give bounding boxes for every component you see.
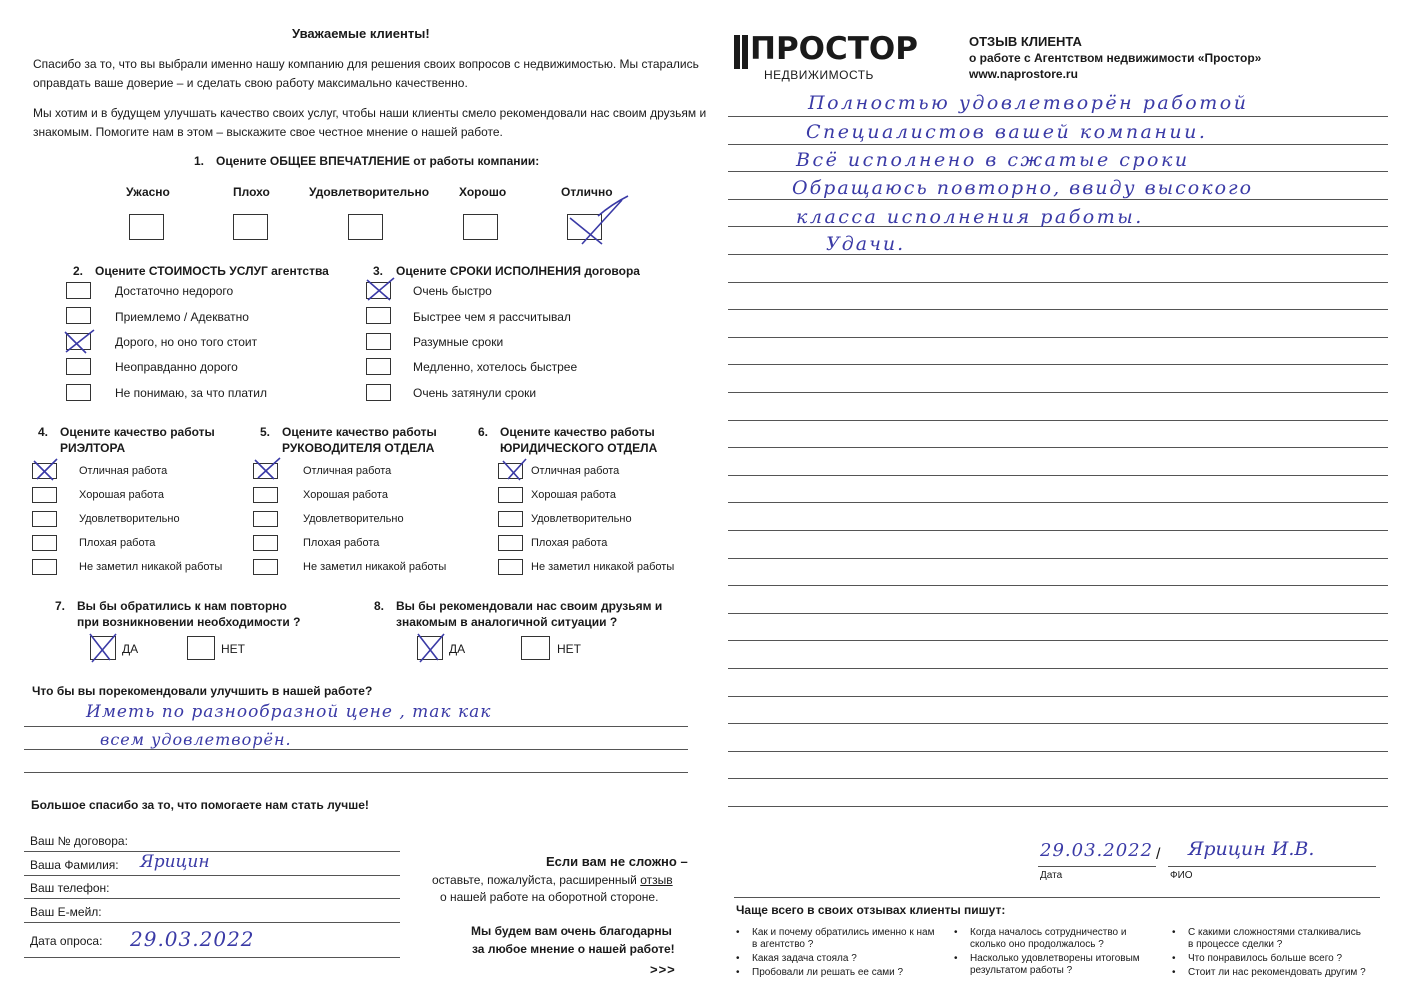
q6-check-mark <box>500 457 530 483</box>
q1-option-label: Плохо <box>233 185 270 199</box>
q1-checkbox-bad[interactable] <box>233 214 268 240</box>
q8-no-label: НЕТ <box>557 642 581 656</box>
q4-option: Не заметил никакой работы <box>79 561 223 573</box>
intro-line: Мы хотим и в будущем улучшать качество своих услуг, чтобы наши клиенты смело рекомендовали нас своим друзьям и <box>33 106 707 120</box>
q7-no-label: НЕТ <box>221 642 245 656</box>
q8-yes-label: ДА <box>449 642 466 656</box>
surname-label: Ваша Фамилия: <box>30 858 119 872</box>
surname-value[interactable]: Ярицин <box>140 852 210 872</box>
answer-line <box>24 749 688 750</box>
q5-option: Плохая работа <box>303 537 380 549</box>
q5-option: Удовлетворительно <box>303 513 404 525</box>
q6-checkbox[interactable] <box>498 487 523 503</box>
q7-title: Вы бы обратились к нам повторно <box>77 599 287 613</box>
q3-check-mark <box>364 276 400 304</box>
q4-option: Удовлетворительно <box>79 513 180 525</box>
review-line[interactable]: Обращаюсь повторно, ввиду высокого <box>792 177 1254 199</box>
side-note-line: Если вам не сложно – <box>546 854 688 869</box>
q1-checkbox-satisfactory[interactable] <box>348 214 383 240</box>
ruled-line <box>728 475 1388 476</box>
q6-option: Хорошая работа <box>531 489 616 501</box>
footer-item: Когда началось сотрудничество и сколько оно продолжалось ? <box>970 927 1127 950</box>
footer-item: Какая задача стояла ? <box>752 953 857 964</box>
bullet-icon: • <box>736 967 740 978</box>
q4-check-mark <box>31 457 61 483</box>
ruled-line <box>728 447 1388 448</box>
q4-checkbox[interactable] <box>32 535 57 551</box>
q6-checkbox[interactable] <box>498 559 523 575</box>
ruled-line <box>728 778 1388 779</box>
answer-line <box>24 772 688 773</box>
q2-checkbox[interactable] <box>66 358 91 375</box>
logo-mark-icon <box>734 35 748 71</box>
q3-checkbox[interactable] <box>366 358 391 375</box>
field-line <box>24 957 400 958</box>
ruled-line <box>728 558 1388 559</box>
q3-option: Разумные сроки <box>413 335 504 349</box>
side-note-line: оставьте, пожалуйста, расширенный отзыв <box>432 873 673 887</box>
side-note-line: о нашей работе на оборотной стороне. <box>440 890 659 904</box>
ruled-line <box>728 502 1388 503</box>
q7-no-checkbox[interactable] <box>187 636 215 660</box>
improve-answer[interactable]: всем удовлетворён. <box>100 730 292 749</box>
ruled-line <box>728 309 1388 310</box>
footer-title: Чаще всего в своих отзывах клиенты пишут: <box>736 903 1006 917</box>
q8-number: 8. <box>374 599 385 613</box>
q5-option: Хорошая работа <box>303 489 388 501</box>
field-line <box>24 875 400 876</box>
contract-label: Ваш № договора: <box>30 834 128 848</box>
date-line <box>1038 866 1156 867</box>
q1-option-label: Ужасно <box>126 185 170 199</box>
ruled-line <box>728 723 1388 724</box>
review-line[interactable]: класса исполнения работы. <box>796 206 1144 228</box>
q2-number: 2. <box>73 264 84 278</box>
footer-item: Стоит ли нас рекомендовать другим ? <box>1188 967 1366 978</box>
q3-option: Очень быстро <box>413 284 492 298</box>
page-title: Уважаемые клиенты! <box>292 26 430 41</box>
q7-check-mark <box>86 630 120 666</box>
q2-checkbox[interactable] <box>66 282 91 299</box>
intro-line: знакомым. Помогите нам в этом – выскажите свое честное мнение о нашей работе. <box>33 125 503 139</box>
q1-number: 1. <box>194 154 205 168</box>
q4-checkbox[interactable] <box>32 487 57 503</box>
q5-checkbox[interactable] <box>253 535 278 551</box>
q5-number: 5. <box>260 425 271 439</box>
q5-checkbox[interactable] <box>253 511 278 527</box>
logo-text: ПРОСТОР <box>750 31 918 67</box>
ruled-line <box>728 640 1388 641</box>
ruled-line <box>728 364 1388 365</box>
q8-title: Вы бы рекомендовали нас своим друзьям и <box>396 599 663 613</box>
q6-option: Плохая работа <box>531 537 608 549</box>
q6-option: Не заметил никакой работы <box>531 561 675 573</box>
q2-option: Неоправданно дорого <box>115 360 238 374</box>
q3-checkbox[interactable] <box>366 333 391 350</box>
review-link[interactable]: отзыв <box>640 873 673 887</box>
ruled-line <box>728 696 1388 697</box>
q8-no-checkbox[interactable] <box>521 636 550 660</box>
q5-title: Оцените качество работы <box>282 425 437 439</box>
q2-title: Оцените СТОИМОСТЬ УСЛУГ агентства <box>95 264 329 278</box>
ruled-line <box>728 751 1388 752</box>
separator: / <box>1156 846 1161 863</box>
bullet-icon: • <box>954 953 958 964</box>
footer-item: Как и почему обратились именно к нам в агентство ? <box>752 927 935 950</box>
q3-checkbox[interactable] <box>366 384 391 401</box>
q7-title: при возникновении необходимости ? <box>77 615 301 629</box>
review-date-value[interactable]: 29.03.2022 <box>1040 840 1154 861</box>
q1-title: Оцените ОБЩЕЕ ВПЕЧАТЛЕНИЕ от работы компании: <box>216 154 540 168</box>
q6-option: Отличная работа <box>531 465 620 477</box>
footer-item: Насколько удовлетворены итоговым результатом работы ? <box>970 953 1140 976</box>
ruled-line <box>728 282 1388 283</box>
ruled-line <box>728 199 1388 200</box>
ruled-line <box>728 392 1388 393</box>
intro-line: оправдать ваше доверие – и сделать свою работу максимально качественно. <box>33 76 468 90</box>
review-name-value[interactable]: Ярицин И.В. <box>1188 838 1315 860</box>
improve-question: Что бы вы порекомендовали улучшить в нашей работе? <box>32 684 373 698</box>
bullet-icon: • <box>1172 967 1176 978</box>
side-note-line: Мы будем вам очень благодарны <box>471 924 672 938</box>
logo-subtext: НЕДВИЖИМОСТЬ <box>764 68 874 82</box>
name-caption: ФИО <box>1170 870 1193 881</box>
ruled-line <box>728 585 1388 586</box>
footer-item: Пробовали ли решать ее сами ? <box>752 967 904 978</box>
footer-divider <box>734 897 1380 898</box>
q4-number: 4. <box>38 425 49 439</box>
q3-title: Оцените СРОКИ ИСПОЛНЕНИЯ договора <box>396 264 640 278</box>
ruled-line <box>728 337 1388 338</box>
q4-checkbox[interactable] <box>32 511 57 527</box>
ruled-line <box>728 530 1388 531</box>
q2-checkbox[interactable] <box>66 384 91 401</box>
q3-checkbox[interactable] <box>366 307 391 324</box>
review-line[interactable]: Всё исполнено в сжатые сроки <box>796 149 1190 171</box>
q5-option: Не заметил никакой работы <box>303 561 447 573</box>
ruled-line <box>728 613 1388 614</box>
ruled-line <box>728 171 1388 172</box>
q6-number: 6. <box>478 425 489 439</box>
date-caption: Дата <box>1040 870 1063 881</box>
ruled-line <box>728 144 1388 145</box>
q1-checkbox-good[interactable] <box>463 214 498 240</box>
email-label: Ваш Е-мейл: <box>30 905 102 919</box>
q6-title: ЮРИДИЧЕСКОГО ОТДЕЛА <box>500 441 658 455</box>
q2-option: Не понимаю, за что платил <box>115 386 268 400</box>
q4-option: Плохая работа <box>79 537 156 549</box>
q5-checkbox[interactable] <box>253 559 278 575</box>
bullet-icon: • <box>1172 927 1176 938</box>
field-line <box>24 922 400 923</box>
q2-option: Приемлемо / Адекватно <box>115 310 249 324</box>
review-line[interactable]: Специалистов вашей компании. <box>806 121 1208 143</box>
q4-option: Отличная работа <box>79 465 168 477</box>
q5-option: Отличная работа <box>303 465 392 477</box>
field-line <box>24 851 400 852</box>
q5-checkbox[interactable] <box>253 487 278 503</box>
website-link[interactable]: www.naprostore.ru <box>969 67 1078 81</box>
q2-option: Дорого, но оно того стоит <box>115 335 258 349</box>
review-line[interactable]: Полностью удовлетворён работой <box>808 92 1249 114</box>
q1-option-label: Хорошо <box>459 185 507 199</box>
q7-number: 7. <box>55 599 66 613</box>
review-line[interactable]: Удачи. <box>826 233 906 255</box>
bullet-icon: • <box>736 953 740 964</box>
improve-answer[interactable]: Иметь по разнообразной цене , так как <box>86 702 492 722</box>
date-label: Дата опроса: <box>30 934 103 948</box>
q5-title: РУКОВОДИТЕЛЯ ОТДЕЛА <box>282 441 435 455</box>
q1-option-label: Удовлетворительно <box>309 185 430 199</box>
bullet-icon: • <box>736 927 740 938</box>
bullet-icon: • <box>954 927 958 938</box>
q4-option: Хорошая работа <box>79 489 164 501</box>
q4-checkbox[interactable] <box>32 559 57 575</box>
q2-option: Достаточно недорого <box>115 284 234 298</box>
side-note-line: за любое мнение о нашей работе! <box>472 942 675 956</box>
q3-option: Быстрее чем я рассчитывал <box>413 310 571 324</box>
intro-line: Спасибо за то, что вы выбрали именно нашу компанию для решения своих вопросов с недвижимостью. Мы старались <box>33 57 699 71</box>
q3-number: 3. <box>373 264 384 278</box>
q6-option: Удовлетворительно <box>531 513 632 525</box>
q4-title: РИЭЛТОРА <box>60 441 126 455</box>
phone-label: Ваш телефон: <box>30 881 110 895</box>
q8-check-mark <box>414 630 448 666</box>
ruled-line <box>728 420 1388 421</box>
q7-yes-label: ДА <box>122 642 139 656</box>
q6-checkbox[interactable] <box>498 535 523 551</box>
field-line <box>24 898 400 899</box>
q1-check-mark <box>562 194 632 248</box>
q2-checkbox[interactable] <box>66 307 91 324</box>
q6-checkbox[interactable] <box>498 511 523 527</box>
q5-check-mark <box>252 456 284 482</box>
ruled-line <box>728 116 1388 117</box>
q6-title: Оцените качество работы <box>500 425 655 439</box>
q2-check-mark <box>62 328 98 356</box>
q4-title: Оцените качество работы <box>60 425 215 439</box>
arrows-icon: >>> <box>650 962 676 977</box>
q1-checkbox-terrible[interactable] <box>129 214 164 240</box>
q3-option: Медленно, хотелось быстрее <box>413 360 578 374</box>
q1-option-label: Отлично <box>561 185 613 199</box>
ruled-line <box>728 668 1388 669</box>
review-heading: ОТЗЫВ КЛИЕНТА <box>969 34 1082 49</box>
footer-item: Что понравилось больше всего ? <box>1188 953 1343 964</box>
name-line <box>1168 866 1376 867</box>
thanks-text: Большое спасибо за то, что помогаете нам стать лучше! <box>31 798 369 812</box>
q8-title: знакомым в аналогичной ситуации ? <box>396 615 618 629</box>
q3-option: Очень затянули сроки <box>413 386 537 400</box>
bullet-icon: • <box>1172 953 1176 964</box>
survey-date-value[interactable]: 29.03.2022 <box>130 927 255 951</box>
review-subheading: о работе с Агентством недвижимости «Простор» <box>969 51 1262 65</box>
answer-line <box>24 726 688 727</box>
ruled-line <box>728 806 1388 807</box>
footer-item: С какими сложностями сталкивались в процессе сделки ? <box>1188 927 1361 950</box>
